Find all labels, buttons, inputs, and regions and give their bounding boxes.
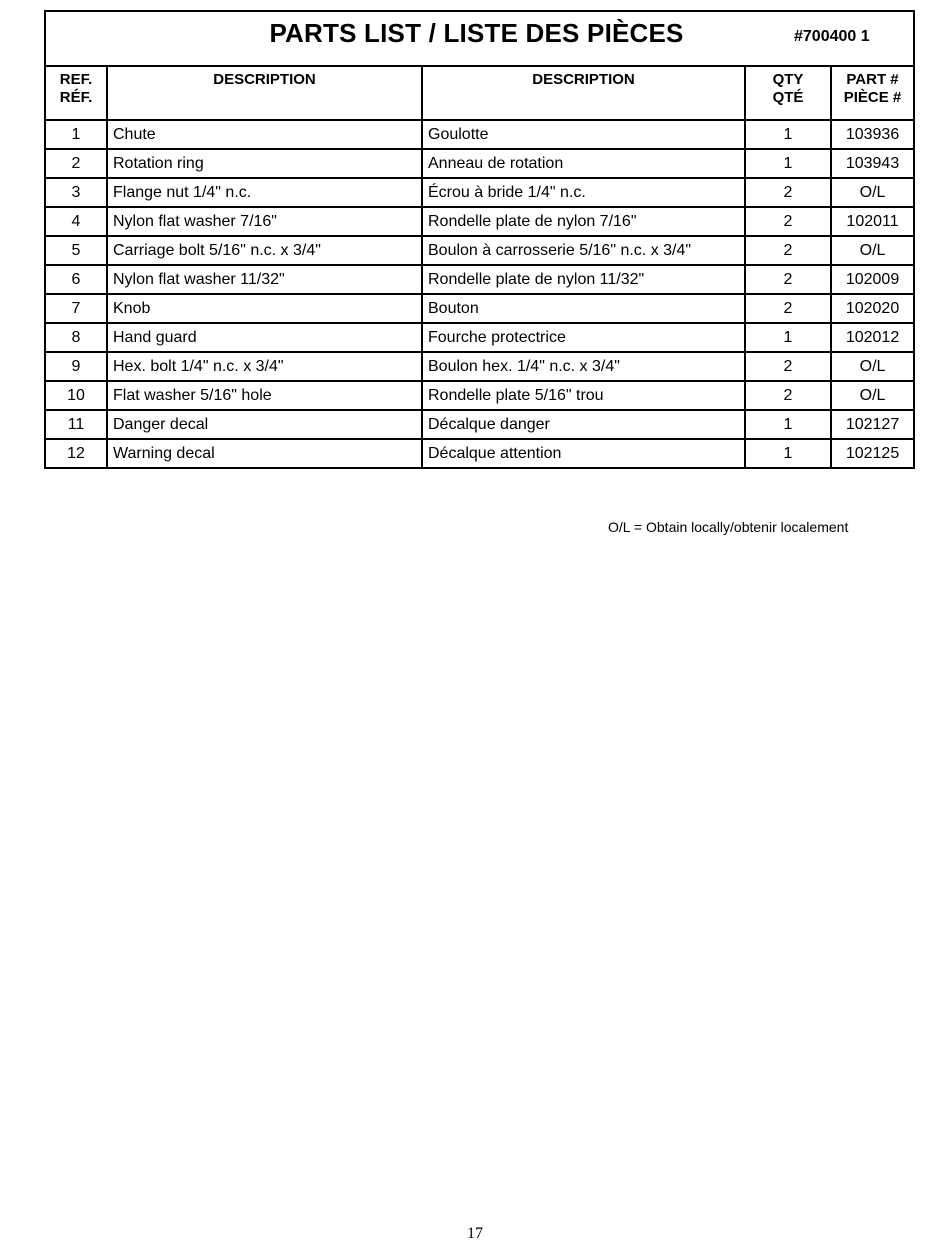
description-fr-cell: Décalque danger	[422, 410, 745, 439]
part-number-cell: 102009	[831, 265, 914, 294]
header-desc-en: DESCRIPTION	[213, 71, 316, 88]
description-fr-cell: Écrou à bride 1/4" n.c.	[422, 178, 745, 207]
part-number-cell: O/L	[831, 381, 914, 410]
ref-cell: 3	[45, 178, 107, 207]
table-row	[45, 265, 914, 294]
part-number-cell: 102127	[831, 410, 914, 439]
ref-cell: 8	[45, 323, 107, 352]
part-number-cell: 103936	[831, 120, 914, 149]
description-en-cell: Nylon flat washer 11/32"	[107, 265, 422, 294]
part-number-cell: 102011	[831, 207, 914, 236]
table-body	[45, 120, 914, 468]
page-title: PARTS LIST / LISTE DES PIÈCES	[269, 18, 684, 48]
description-fr-cell: Bouton	[422, 294, 745, 323]
description-en-cell: Rotation ring	[107, 149, 422, 178]
description-en-cell: Flange nut 1/4" n.c.	[107, 178, 422, 207]
qty-cell: 1	[745, 439, 831, 468]
description-fr-cell: Anneau de rotation	[422, 149, 745, 178]
description-fr-cell: Rondelle plate de nylon 7/16"	[422, 207, 745, 236]
description-en-cell: Hex. bolt 1/4" n.c. x 3/4"	[107, 352, 422, 381]
header-qty-fr: QTÉ	[772, 89, 804, 106]
description-fr-cell: Décalque attention	[422, 439, 745, 468]
description-en-cell: Nylon flat washer 7/16"	[107, 207, 422, 236]
qty-cell: 2	[745, 265, 831, 294]
table-row	[45, 236, 914, 265]
parts-table	[44, 10, 915, 469]
description-en-cell: Carriage bolt 5/16" n.c. x 3/4"	[107, 236, 422, 265]
header-ref-en: REF.	[59, 71, 93, 88]
part-number-cell: 103943	[831, 149, 914, 178]
header-description-fr	[422, 66, 745, 120]
footnote: O/L = Obtain locally/obtenir localement	[608, 519, 849, 535]
ref-cell: 4	[45, 207, 107, 236]
ref-cell: 12	[45, 439, 107, 468]
description-fr-cell: Fourche protectrice	[422, 323, 745, 352]
ref-cell: 2	[45, 149, 107, 178]
description-en-cell: Hand guard	[107, 323, 422, 352]
header-ref-fr: RÉF.	[59, 89, 93, 106]
description-en-cell: Chute	[107, 120, 422, 149]
qty-cell: 1	[745, 149, 831, 178]
header-description-en	[107, 66, 422, 120]
header-desc-fr: DESCRIPTION	[532, 71, 635, 88]
qty-cell: 2	[745, 178, 831, 207]
ref-cell: 9	[45, 352, 107, 381]
qty-cell: 2	[745, 381, 831, 410]
table-row	[45, 323, 914, 352]
table-row	[45, 381, 914, 410]
ref-cell: 11	[45, 410, 107, 439]
qty-cell: 1	[745, 323, 831, 352]
header-part	[831, 66, 914, 120]
description-fr-cell: Rondelle plate 5/16" trou	[422, 381, 745, 410]
table-row	[45, 294, 914, 323]
description-fr-cell: Goulotte	[422, 120, 745, 149]
title-cell	[45, 11, 914, 66]
qty-cell: 2	[745, 236, 831, 265]
qty-cell: 1	[745, 120, 831, 149]
header-qty-en: QTY	[772, 71, 804, 88]
part-number-cell: O/L	[831, 236, 914, 265]
description-fr-cell: Rondelle plate de nylon 11/32"	[422, 265, 745, 294]
ref-cell: 7	[45, 294, 107, 323]
header-part-fr: PIÈCE #	[843, 89, 902, 106]
description-en-cell: Warning decal	[107, 439, 422, 468]
table-row	[45, 207, 914, 236]
ref-cell: 1	[45, 120, 107, 149]
part-number-cell: 102125	[831, 439, 914, 468]
part-number-cell: O/L	[831, 178, 914, 207]
qty-cell: 2	[745, 207, 831, 236]
document-number: #700400 1	[794, 28, 870, 45]
part-number-cell: 102020	[831, 294, 914, 323]
part-number-cell: 102012	[831, 323, 914, 352]
description-en-cell: Danger decal	[107, 410, 422, 439]
ref-cell: 6	[45, 265, 107, 294]
table-row	[45, 439, 914, 468]
table-row	[45, 149, 914, 178]
table-row	[45, 120, 914, 149]
page-number: 17	[467, 1225, 483, 1242]
part-number-cell: O/L	[831, 352, 914, 381]
description-fr-cell: Boulon à carrosserie 5/16" n.c. x 3/4"	[422, 236, 745, 265]
qty-cell: 1	[745, 410, 831, 439]
qty-cell: 2	[745, 352, 831, 381]
header-qty	[745, 66, 831, 120]
title-row	[45, 11, 914, 66]
description-fr-cell: Boulon hex. 1/4" n.c. x 3/4"	[422, 352, 745, 381]
ref-cell: 5	[45, 236, 107, 265]
header-row	[45, 66, 914, 120]
table-row	[45, 410, 914, 439]
qty-cell: 2	[745, 294, 831, 323]
table-row	[45, 352, 914, 381]
description-en-cell: Knob	[107, 294, 422, 323]
header-part-en: PART #	[846, 71, 899, 88]
table-row	[45, 178, 914, 207]
description-en-cell: Flat washer 5/16" hole	[107, 381, 422, 410]
header-ref	[45, 66, 107, 120]
ref-cell: 10	[45, 381, 107, 410]
